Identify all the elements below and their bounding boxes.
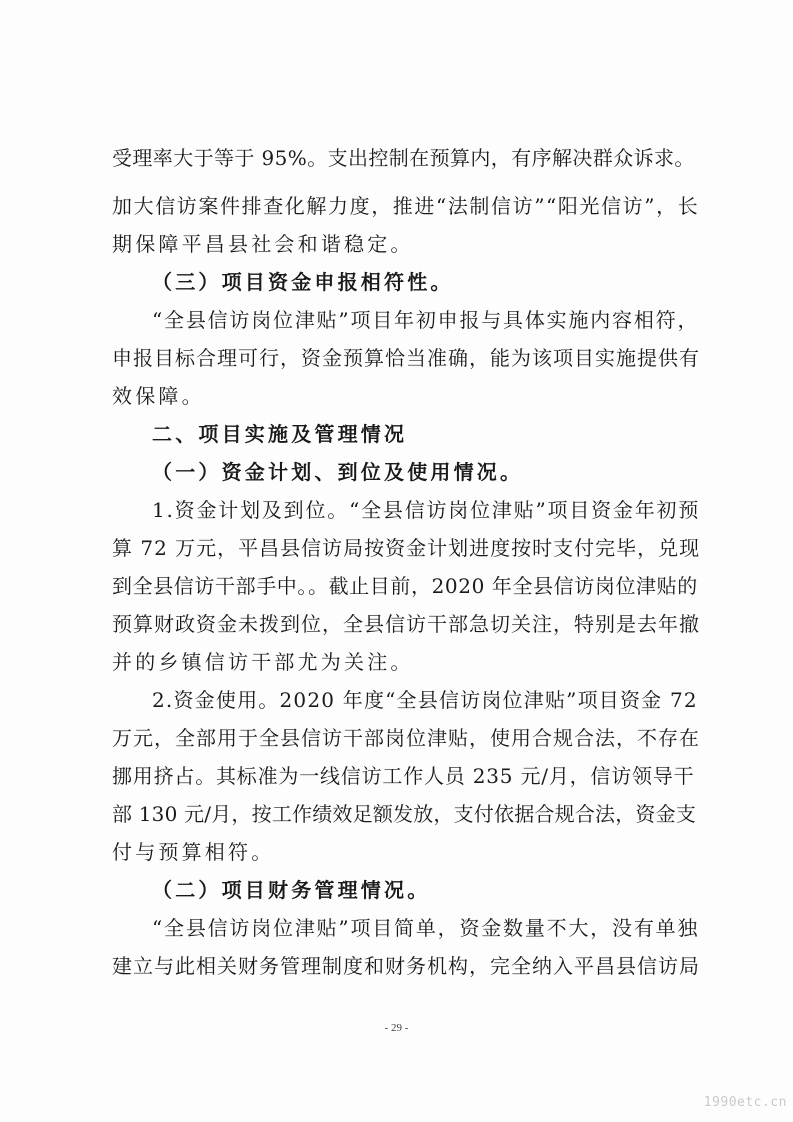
paragraph-line: 加大信访案件排查化解力度，推进“法制信访”“阳光信访”，长 <box>112 194 700 218</box>
section-heading: （二）项目财务管理情况。 <box>152 878 431 902</box>
paragraph-line: 受理率大于等于 95%。支出控制在预算内，有序解决群众诉求。 <box>112 146 695 170</box>
paragraph-line: 建立与此相关财务管理制度和财务机构，完全纳入平昌县信访局 <box>112 954 700 978</box>
paragraph-line: 万元，全部用于全县信访干部岗位津贴，使用合规合法，不存在 <box>112 726 700 750</box>
page-number: - 29 - <box>384 1022 409 1034</box>
paragraph-line: 预算财政资金未拨到位，全县信访干部急切关注，特别是去年撤 <box>112 612 700 636</box>
section-heading: （一）资金计划、到位及使用情况。 <box>152 460 524 484</box>
paragraph-line: 并的乡镇信访干部尤为关注。 <box>112 650 414 674</box>
paragraph-line: 算 72 万元，平昌县信访局按资金计划进度按时支付完毕，兑现 <box>112 536 701 560</box>
paragraph-line: 付与预算相符。 <box>112 840 275 864</box>
paragraph-line: 效保障。 <box>112 384 205 408</box>
chapter-heading: 二、项目实施及管理情况 <box>152 422 408 446</box>
paragraph-line: 期保障平昌县社会和谐稳定。 <box>112 232 414 256</box>
paragraph-line: 1.资金计划及到位。“全县信访岗位津贴”项目资金年初预 <box>152 498 701 522</box>
paragraph-line: “全县信访岗位津贴”项目简单，资金数量不大，没有单独 <box>152 916 700 940</box>
paragraph-line: 挪用挤占。其标准为一线信访工作人员 235 元/月，信访领导干 <box>112 764 695 788</box>
section-heading: （三）项目资金申报相符性。 <box>152 270 454 294</box>
paragraph-line: 到全县信访干部手中。。截止目前，2020 年全县信访岗位津贴的 <box>112 574 698 598</box>
paragraph-line: 部 130 元/月，按工作绩效足额发放，支付依据合规合法，资金支 <box>112 802 697 826</box>
paragraph-line: 2.资金使用。2020 年度“全县信访岗位津贴”项目资金 72 <box>152 688 698 712</box>
paragraph-line: 申报目标合理可行，资金预算恰当准确，能为该项目实施提供有 <box>112 346 700 370</box>
paragraph-line: “全县信访岗位津贴”项目年初申报与具体实施内容相符， <box>152 308 700 332</box>
site-watermark: 1990etc.cn <box>703 1095 787 1110</box>
